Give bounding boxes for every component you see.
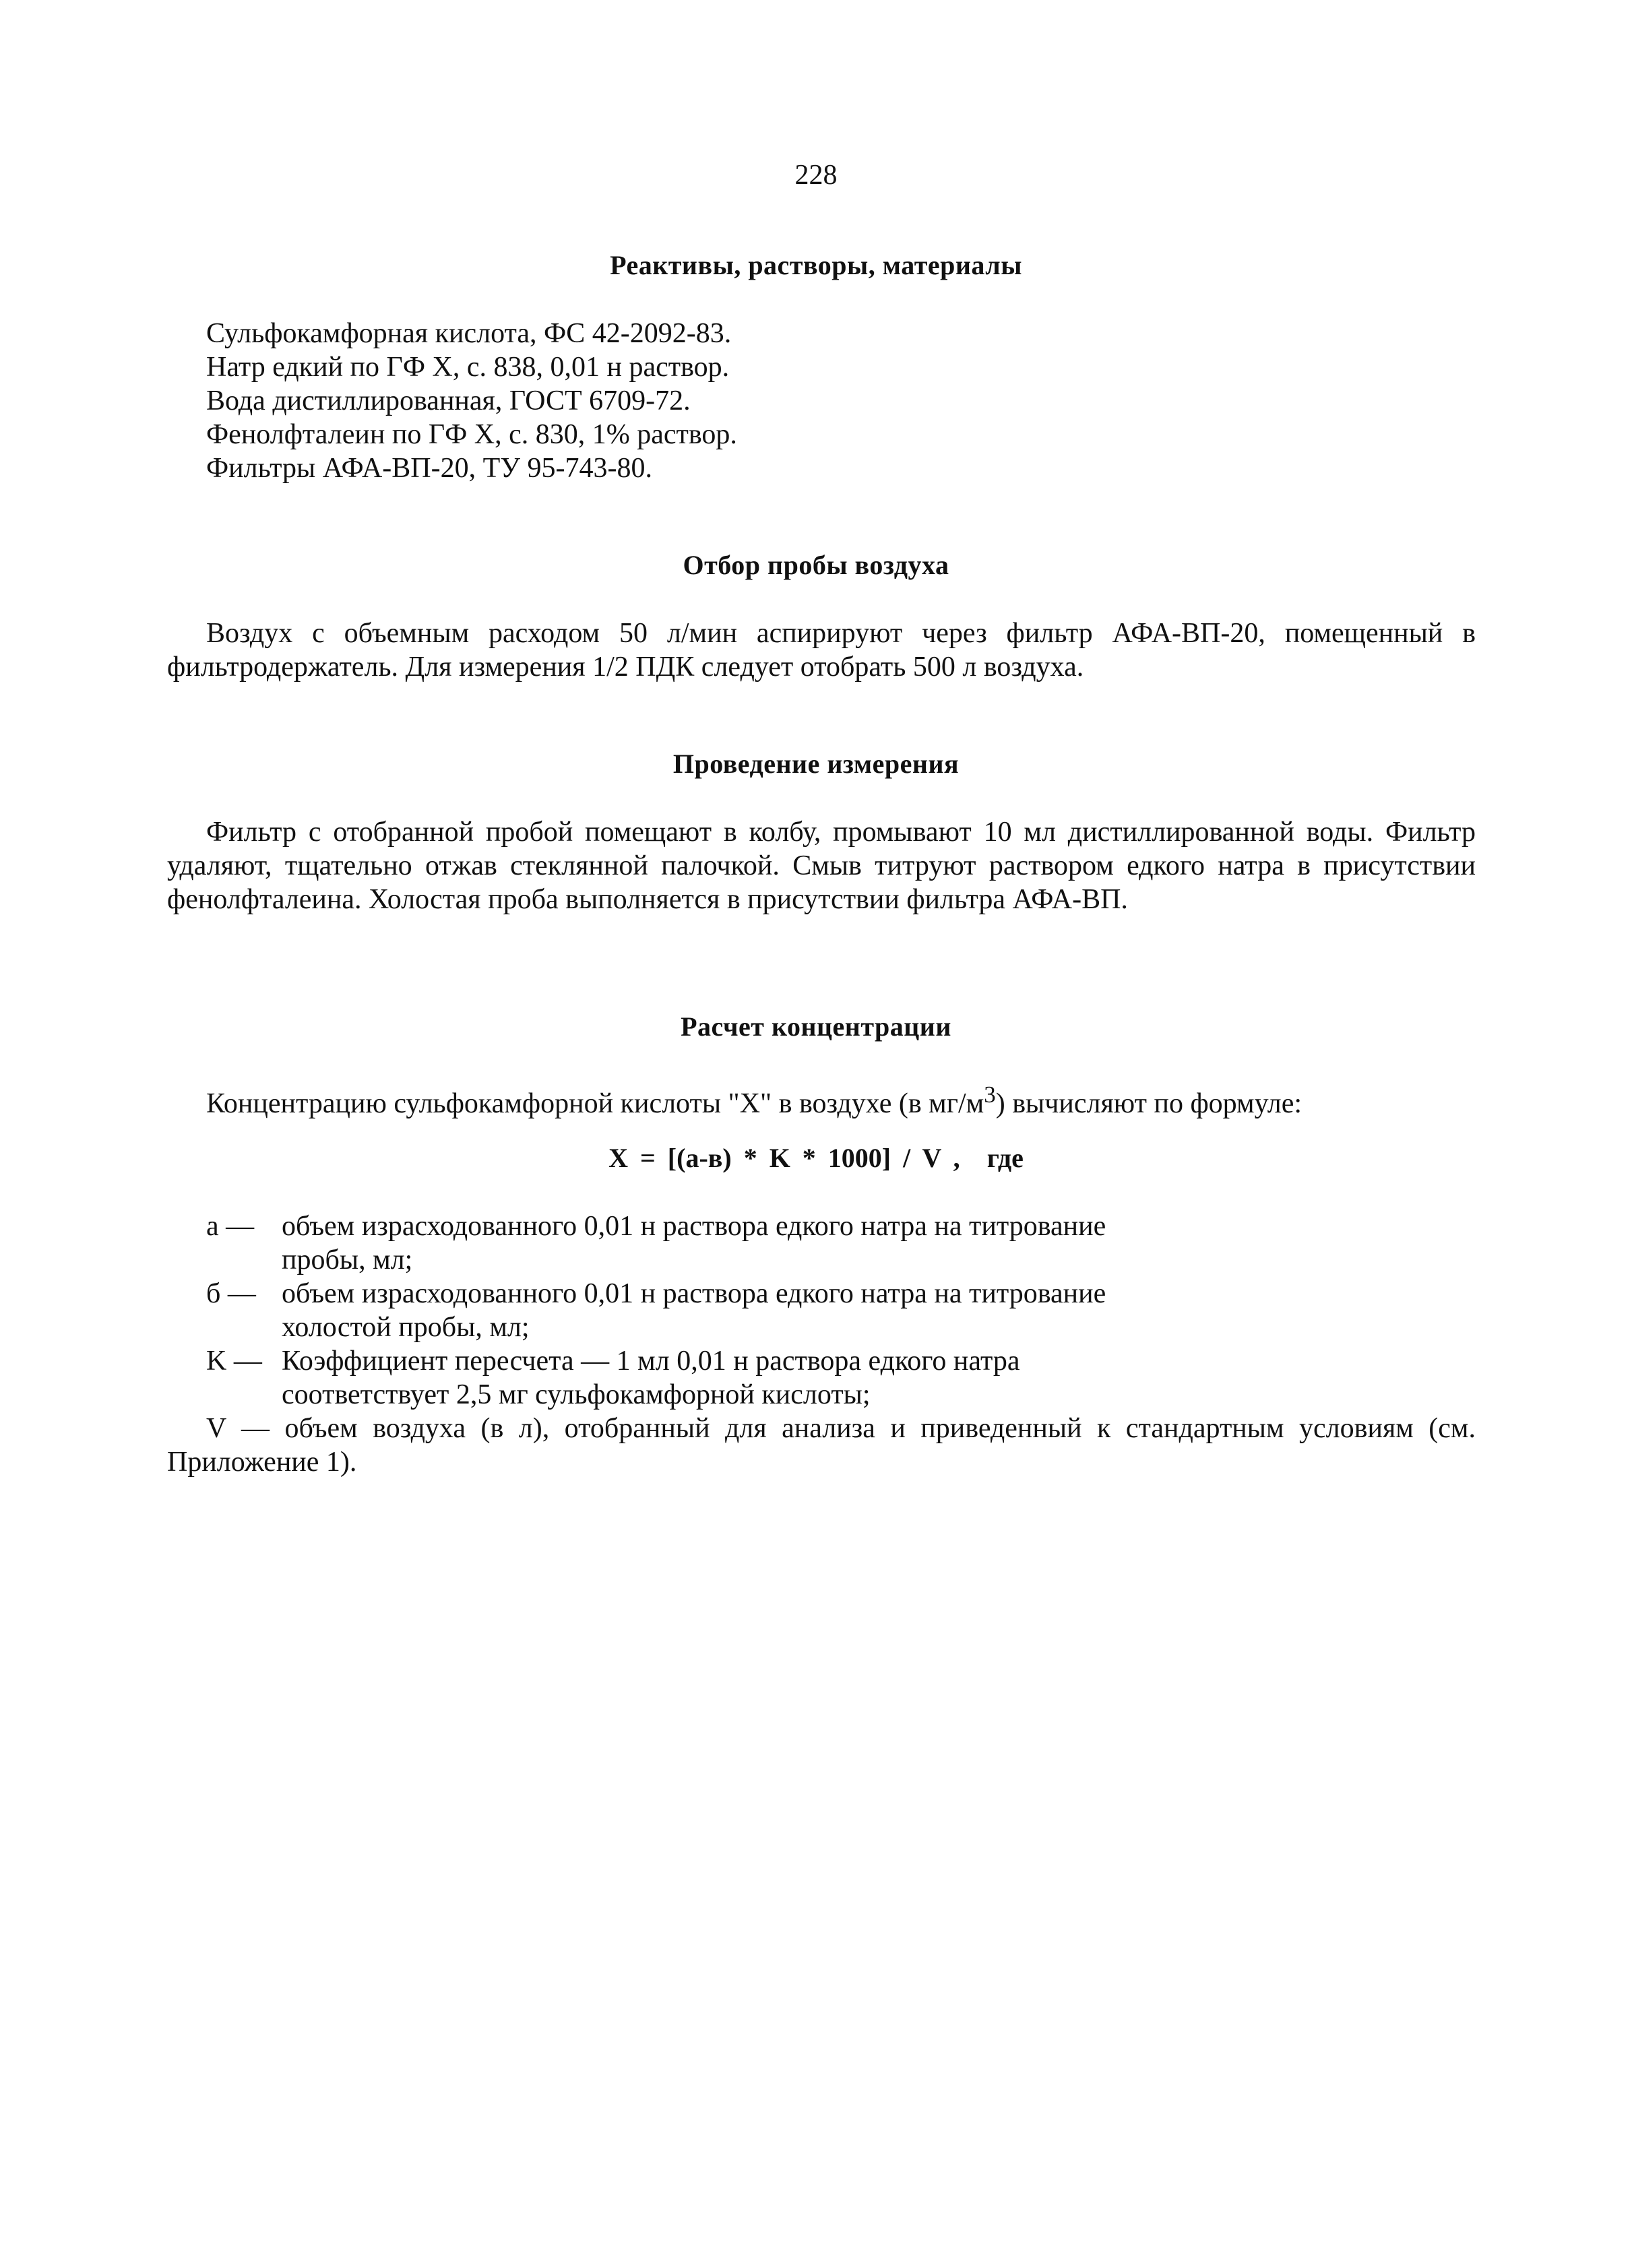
measurement-paragraph: Фильтр с отобранной пробой помещают в колбу, промывают 10 мл дистиллированной воды. Фильтр удаляют, тщательно отжав стеклянной палочкой. Смыв титруют раствором едкого натра в присутствии фенолфталеина. Холостая проба выполняется в присутствии фильтра АФА-ВП. — [167, 817, 1476, 915]
reagent-item: Вода дистиллированная, ГОСТ 6709-72. — [206, 385, 691, 416]
definition-k — [206, 1344, 1480, 1412]
formula-where: где — [986, 1143, 1024, 1173]
air-sampling-paragraph: Воздух с объемным расходом 50 л/мин аспирируют через фильтр АФА-ВП-20, помещенный в фильтродержатель. Для измерения 1/2 ПДК следует отобрать 500 л воздуха. — [167, 618, 1476, 683]
definition-text: Коэффициент пересчета — 1 мл 0,01 н раствора едкого натра — [282, 1346, 1020, 1377]
page-number: 228 — [794, 160, 838, 191]
reagent-item: Натр едкий по ГФ X, с. 838, 0,01 н раствор. — [206, 352, 730, 383]
definition-symbol: K — — [206, 1346, 262, 1377]
definition-v: V — объем воздуха (в л), отобранный для анализа и приведенный к стандартным условиям (см. Приложение 1). — [167, 1413, 1476, 1478]
intro-text-before: Концентрацию сульфокамфорной кислоты "X" в воздухе (в мг/м — [206, 1088, 984, 1119]
concentration-formula — [0, 1142, 1632, 1174]
definition-continuation: пробы, мл; — [282, 1245, 413, 1275]
definition-symbol: а — — [206, 1211, 255, 1242]
heading-calculation: Расчет концентрации — [681, 1011, 951, 1042]
intro-text-after: ) вычисляют по формуле: — [995, 1088, 1303, 1119]
formula-expression: X = [(а-в) * K * 1000] / V , — [608, 1143, 960, 1173]
heading-reagents: Реактивы, растворы, материалы — [610, 250, 1022, 280]
definition-a — [206, 1209, 1480, 1277]
heading-air-sampling: Отбор пробы воздуха — [683, 550, 949, 580]
definition-continuation: соответствует 2,5 мг сульфокамфорной кислоты; — [282, 1379, 871, 1410]
formula-definitions — [206, 1209, 1480, 1412]
calculation-intro — [167, 1078, 1476, 1121]
reagent-item: Фильтры АФА-ВП-20, ТУ 95-743-80. — [206, 453, 652, 484]
intro-superscript: 3 — [984, 1081, 996, 1108]
definition-symbol: б — — [206, 1278, 256, 1309]
reagent-item: Фенолфталеин по ГФ X, с. 830, 1% раствор. — [206, 419, 737, 450]
definition-b — [206, 1277, 1480, 1344]
definition-continuation: холостой пробы, мл; — [282, 1312, 530, 1343]
definition-text: объем израсходованного 0,01 н раствора едкого натра на титрование — [282, 1278, 1106, 1309]
reagents-list — [206, 317, 1486, 485]
reagent-item: Сульфокамфорная кислота, ФС 42-2092-83. — [206, 318, 732, 349]
definition-text: объем израсходованного 0,01 н раствора едкого натра на титрование — [282, 1211, 1106, 1242]
heading-measurement: Проведение измерения — [672, 749, 960, 779]
